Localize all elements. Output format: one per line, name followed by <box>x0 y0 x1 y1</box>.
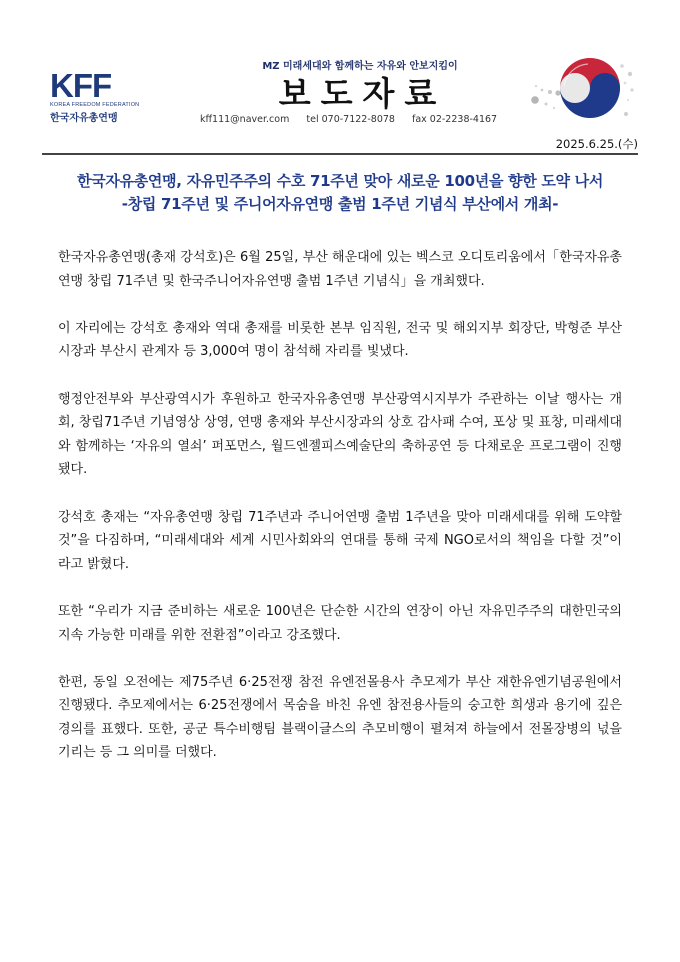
contact-fax: fax 02-2238-4167 <box>411 114 498 125</box>
body-paragraph: 한국자유총연맹(총재 강석호)은 6월 25일, 부산 해운대에 있는 벡스코 오디토리움에서「한국자유총연맹 창립 71주년 및 한국주니어자유연맹 출범 1주년 기념식」을 개최했다. <box>58 250 622 289</box>
contact-email: kff111@naver.com <box>200 114 290 125</box>
headline-sub: -창립 71주년 및 주니어자유연맹 출범 1주년 기념식 부산에서 개최- <box>121 195 559 213</box>
headline-main: 한국자유총연맹, 자유민주주의 수호 71주년 맞아 새로운 100년을 향한 도약 나서 <box>76 172 604 190</box>
document-title: 보도자료 <box>278 74 447 113</box>
contact-tel: tel 070-7122-8078 <box>306 114 395 125</box>
release-date: 2025.6.25.(수) <box>555 137 638 151</box>
body-paragraph: 이 자리에는 강석호 총재와 역대 총재를 비롯한 본부 임직원, 전국 및 해외지부 회장단, 박형준 부산시장과 부산시 관계자 등 3,000여 명이 참석해 자리를 빛냈다. <box>58 320 622 360</box>
body-paragraph: 또한 “우리가 지금 준비하는 새로운 100년은 단순한 시간의 연장이 아닌 자유민주주의 대한민국의 지속 가능한 미래를 위한 전환점”이라고 강조했다. <box>58 603 622 643</box>
headline <box>30 170 650 216</box>
taeguk-emblem-icon <box>526 56 638 126</box>
body-paragraph: 한편, 동일 오전에는 제75주년 6·25전쟁 참전 유엔전몰용사 추모제가 부산 재한유엔기념공원에서 진행됐다. 추모제에서는 6·25전쟁에서 목숨을 바친 유엔 참전용사들의 숭고한 희생과 용기에 깊은 경의를 표했다. 또한, 공군 특수비행팀 블랙이글스의 추모비행이 펼쳐져 하늘에서 전몰장병의 넋을 기리는 등 그 의미를 더했다. <box>58 674 622 761</box>
logo-org-english: KOREA FREEDOM FEDERATION <box>50 102 140 108</box>
article-body <box>58 246 622 789</box>
body-paragraph: 강석호 총재는 “자유총연맹 창립 71주년과 주니어연맹 출범 1주년을 맞아 미래세대를 위해 도약할 것”을 다짐하며, “미래세대와 세계 시민사회와의 연대를 통해 국제 NGO로서의 책임을 다할 것”이라고 밝혔다. <box>58 509 622 572</box>
logo-org-korean: 한국자유총연맹 <box>50 113 118 124</box>
logo-letters: KFF <box>50 67 112 104</box>
header-divider <box>42 153 638 155</box>
body-paragraph: 행정안전부와 부산광역시가 후원하고 한국자유총연맹 부산광역시지부가 주관하는 이날 행사는 개회, 창립71주년 기념영상 상영, 연맹 총재와 부산시장과의 상호 감사패 수여, 포상 및 표창, 미래세대와 함께하는 ‘자유의 열쇠’ 퍼포먼스, 월드엔젤피스예술단의 축하공연 등 다채로운 프로그램이 진행됐다. <box>58 391 622 478</box>
contact-info <box>200 114 520 125</box>
tagline: MZ 미래세대와 함께하는 자유와 안보지킴이 <box>262 61 458 72</box>
